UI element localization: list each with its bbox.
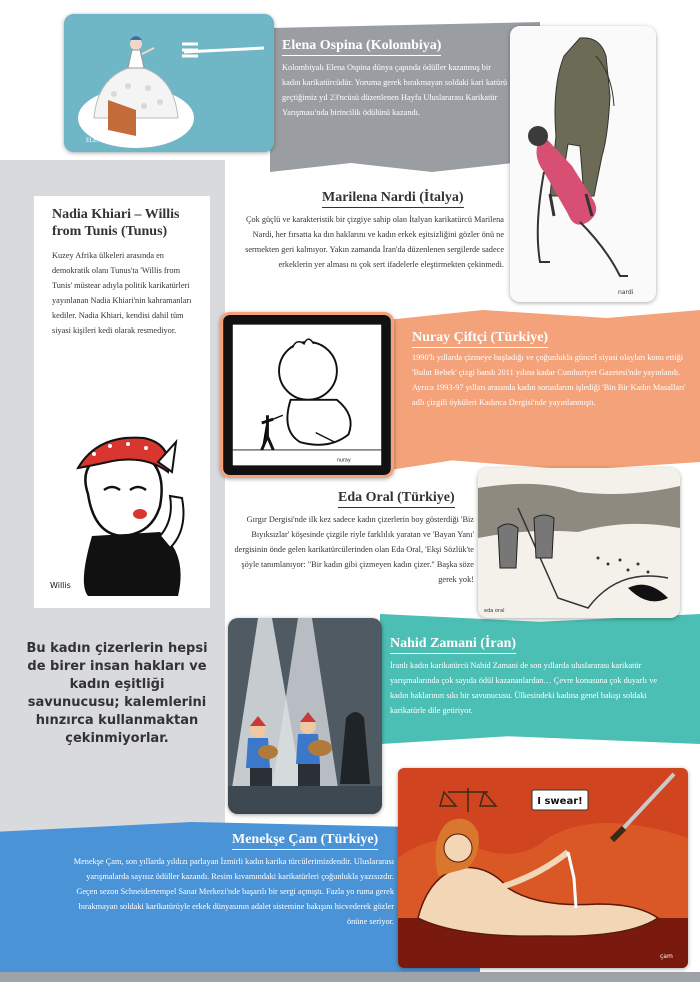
nadia-title: Nadia Khiari – Willis from Tunis (Tunus) [52, 207, 180, 239]
musicians-illustration [228, 618, 382, 814]
nuray-title: Nuray Çiftçi (Türkiye) [412, 330, 682, 348]
nahid-title: Nahid Zamani (İran) [390, 636, 590, 654]
soldiers-illustration [478, 468, 680, 618]
baby-illustration [223, 315, 391, 475]
nadia-card [34, 196, 210, 608]
eda-title: Eda Oral (Türkiye) [338, 490, 472, 508]
justice-illustration [398, 768, 688, 968]
nahid-cartoon [228, 618, 382, 814]
nadia-cat-illustration [48, 424, 198, 596]
nahid-body: İranlı kadın karikatürcü Nahid Zamani de son yıllarda uluslararası karikatür yarışmalarında çok sayıda ödül kazananlardan… Çevre konusuna çok duyarlı ve kadın haklarının sıkı bir savunucusu. Ülkesindeki kadına genel bakışı soldaki karikatürle dile getiriyor. [390, 661, 658, 715]
marilena-cartoon [510, 26, 656, 302]
menekse-cartoon [398, 768, 688, 968]
marilena-body: Çok güçlü ve karakteristik bir çizgiye sahip olan İtalyan karikatürcü Marilena Nardi, her fırsatta ka dın haklarını ve kadın erkek eşitsizliğini gözler önü ne sermekten geri kalmıyor. Yakın zamanda İran'da düzenlenen sergilerde sadece erkeklerin yer alması nı çok sert ifadelerle eleştirmekten çekinmedi. [245, 215, 504, 269]
elena-title: Elena Ospina (Kolombiya) [282, 38, 512, 56]
svg-text:nuray: nuray [336, 458, 351, 464]
eda-cartoon [478, 468, 680, 618]
bottom-strip [0, 972, 700, 982]
svg-text:çam: çam [660, 953, 673, 960]
pull-quote: Bu kadın çizerlerin hepsi de birer insan hakları ve kadın eşitliği savunucusu; kalemlerini hınzırca kullanmaktan çekinmiyorlar. [26, 641, 208, 746]
man-on-woman-illustration [510, 26, 656, 302]
cake-dress-illustration [64, 14, 274, 152]
elena-cartoon [64, 14, 274, 152]
marilena-title: Marilena Nardi (İtalya) [322, 190, 512, 208]
nuray-body: 1990'lı yıllarda çizmeye başladığı ve çoğunlukla güncel siyasi olayları konu ettiği 'Bulut Bebek' çizgi bandı 2011 yılına kadar Cumhuriyet Gazetesi'nde yayınlandı. Ayrıca 1993-97 yılları arasında kadın sorunlarını işlediği 'Bin Bir Kadın Masalları' adlı çizgili öyküleri Kadınca Dergisi'nde yayınlanmıştı. [412, 353, 686, 407]
svg-text:ELENA: ELENA [86, 137, 106, 144]
nadia-body: Kuzey Afrika ülkeleri arasında en demokratik olanı Tunus'ta 'Willis from Tunis' müstear adıyla politik karikatürleri yayınlanan Nadia Khiari'nin kahramanları kediler. Nadia Khiari, kendisi dahil tüm siyasi kişileri kedi olarak resmediyor. [52, 251, 192, 335]
svg-text:eda oral: eda oral [484, 608, 505, 614]
swear-sign-text: I swear! [537, 796, 583, 807]
svg-text:Willis: Willis [50, 581, 71, 590]
menekse-title: Menekşe Çam (Türkiye) [232, 832, 392, 850]
eda-body: Gırgır Dergisi'nde ilk kez sadece kadın çizerlerin boy gösterdiği 'Biz Bıyıksızlar' köşesinde çizgile riyle farklılık yaratan ve 'Bayan Yanı' dergisinin önde gelen karikatürcülerinden olan Eda Oral, 'Ekşi Sözlük'te şöyle tanımlanıyor: "Bir kadın gibi çizmeyen kadın çizer." Başka söze gerek yok! [234, 515, 474, 584]
nuray-cartoon [220, 312, 394, 478]
menekse-body: Menekşe Çam, son yıllarda yıldızı parlayan İzmirli kadın karika türcülerimizdendir. Uluslararası yarışmalarda sayısız ödüller kazandı. Resim kıvamındaki karikatürleri çoğunlukla yazısızdır. Geçen sezon Schneidertempel Sanat Merkezi'nde başarılı bir sergi açmıştı. Fazla yo ruma gerek bırakmayan soldaki karikatürüyle erkek dünyasının adalet sistemine bakışını hicvederek gözler önüne seriyor. [73, 857, 394, 926]
elena-body: Kolombiyalı Elena Ospina dünya çapında ödüller kazanmış bir kadın karikatürcüdür. Yoruma gerek bırakmayan soldaki kari katürü geçtiğimiz yıl 23'ncüsü düzenlenen Hayfa Uluslararası Karikatür Yarışması'nda birincilik ödülünü kazandı. [282, 63, 508, 117]
svg-text:nardi: nardi [618, 289, 634, 296]
